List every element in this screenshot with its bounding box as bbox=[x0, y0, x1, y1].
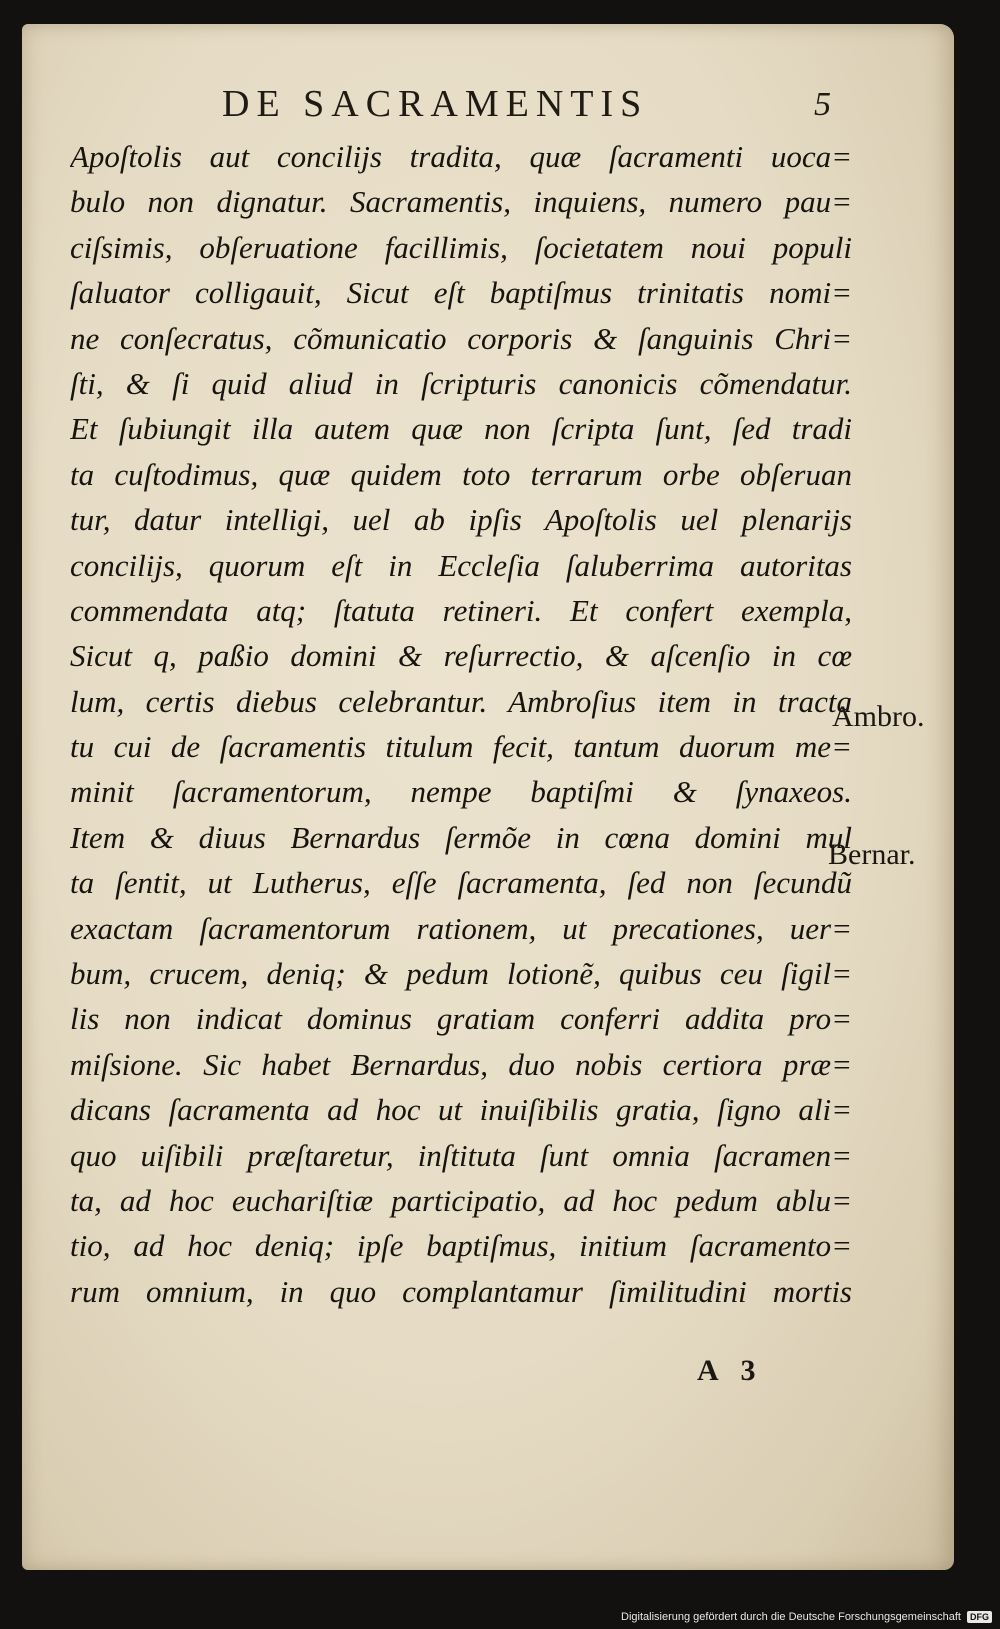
text-line: dicans ſacramenta ad hoc ut inuiſibilis gratia, ſigno ali= bbox=[70, 1092, 852, 1128]
text-line: bum, crucem, deniq; & pedum lotionẽ, quibus ceu ſigil= bbox=[70, 956, 852, 992]
text-line: bulo non dignatur. Sacramentis, inquiens, numero pau= bbox=[70, 184, 852, 220]
text-line: Et ſubiungit illa autem quæ non ſcripta ſunt, ſed tradi bbox=[70, 411, 852, 447]
text-line: ciſsimis, obſeruatione facillimis, ſocietatem noui populi bbox=[70, 229, 852, 265]
text-line: ne conſecratus, cõmunicatio corporis & ſanguinis Chri= bbox=[70, 320, 852, 356]
text-line: ſaluator colligauit, Sicut eſt baptiſmus trinitatis nomi= bbox=[70, 275, 852, 311]
text-line: Apoſtolis aut concilijs tradita, quæ ſacramenti uoca= bbox=[70, 139, 852, 174]
text-line: ta ſentit, ut Lutherus, eſſe ſacramenta, ſed non ſecundũ bbox=[70, 865, 852, 901]
text-line: minit ſacramentorum, nempe baptiſmi & ſynaxeos. bbox=[70, 774, 852, 810]
text-line: concilijs, quorum eſt in Eccleſia ſaluberrima autoritas bbox=[70, 547, 852, 583]
text-line: tu cui de ſacramentis titulum fecit, tantum duorum me= bbox=[70, 729, 852, 765]
text-line: ta cuſtodimus, quæ quidem toto terrarum orbe obſeruan bbox=[70, 456, 852, 492]
text-line: lis non indicat dominus gratiam conferri addita pro= bbox=[70, 1001, 852, 1037]
text-line: ſti, & ſi quid aliud in ſcripturis canonicis cõmendatur. bbox=[70, 365, 852, 401]
text-line: quo uiſibili præſtaretur, inſtituta ſunt omnia ſacramen= bbox=[70, 1137, 852, 1173]
body-text bbox=[70, 134, 852, 1314]
text-line: exactam ſacramentorum rationem, ut precationes, uer= bbox=[70, 910, 852, 946]
margin-note-ambrosius: Ambro. bbox=[832, 700, 925, 733]
signature-mark: A 3 bbox=[697, 1354, 764, 1387]
text-line: rum omnium, in quo complantamur ſimilitudini mortis bbox=[70, 1273, 852, 1309]
text-line: lum, certis diebus celebrantur. Ambroſius item in tracta bbox=[70, 683, 852, 719]
text-line: Sicut q, paßio domini & reſurrectio, & aſcenſio in cœ bbox=[70, 638, 852, 674]
text-line: commendata atq; ſtatuta retineri. Et confert exempla, bbox=[70, 592, 852, 628]
text-line: tur, datur intelligi, uel ab ipſis Apoſtolis uel plenarijs bbox=[70, 502, 852, 538]
book-page bbox=[22, 24, 954, 1570]
text-line: Item & diuus Bernardus ſermõe in cœna domini mul bbox=[70, 819, 852, 855]
credit-text: Digitalisierung gefördert durch die Deutsche Forschungsgemeinschaft bbox=[621, 1611, 961, 1623]
text-line: miſsione. Sic habet Bernardus, duo nobis certiora præ= bbox=[70, 1046, 852, 1082]
page-number: 5 bbox=[814, 86, 831, 123]
digitization-credit bbox=[621, 1611, 992, 1623]
running-head: DE SACRAMENTIS bbox=[222, 83, 649, 125]
margin-note-bernardus: Bernar. bbox=[828, 838, 916, 871]
text-line: tio, ad hoc deniq; ipſe baptiſmus, initium ſacramento= bbox=[70, 1228, 852, 1264]
text-line: ta, ad hoc euchariſtiæ participatio, ad hoc pedum ablu= bbox=[70, 1182, 852, 1218]
dfg-logo: DFG bbox=[967, 1611, 992, 1623]
